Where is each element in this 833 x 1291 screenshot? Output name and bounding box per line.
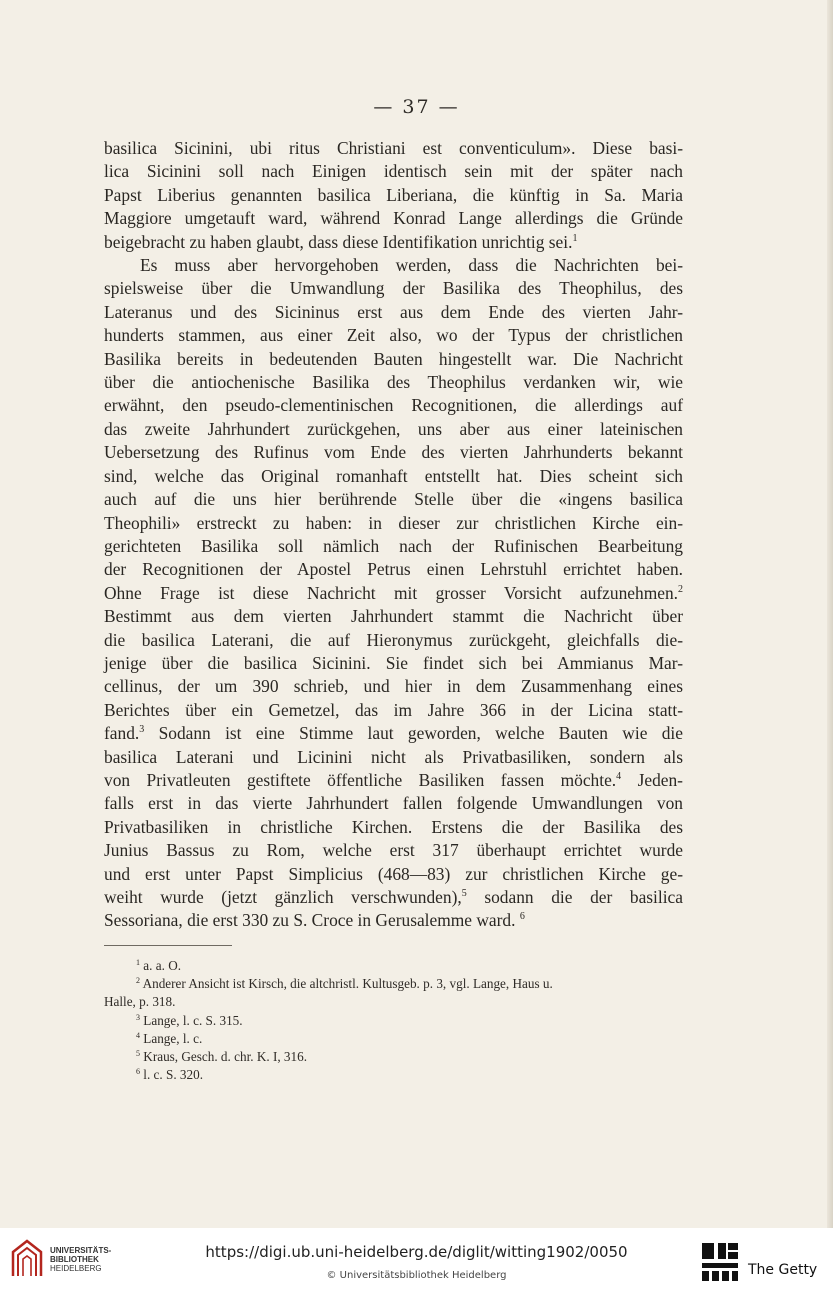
text-line: cellinus, der um 390 schrieb, und hier in dem Zusammenhang eines [104, 676, 683, 697]
text-line: spielsweise über die Umwandlung der Basilika des Theophilus, des [104, 278, 683, 299]
footnote-marker: 1 [572, 232, 578, 244]
text-line: beigebracht zu haben glaubt, dass diese Identifikation unrichtig sei.$^1$ [104, 231, 578, 252]
footnote: $^5$ Kraus, Gesch. d. chr. K. I, 316. [136, 1049, 308, 1065]
text-line: sind, welche das Original romanhaft entstellt hat. Dies scheint sich [104, 465, 683, 486]
text-line: hunderts stammen, aus einer Zeit also, wo der Typus der christlichen [104, 325, 683, 346]
text-line: Privatbasiliken in christliche Kirchen. Erstens die der Basilika des [104, 816, 683, 837]
page-number: — 37 — [373, 96, 460, 118]
text-line: die basilica Laterani, die auf Hieronymus zurückgeht, gleichfalls die- [104, 629, 683, 650]
footnote: $^6$ l. c. S. 320. [136, 1067, 204, 1083]
text-line: Uebersetzung des Rufinus vom Ende des vierten Jahrhunderts bekannt [104, 442, 683, 463]
text-line: das zweite Jahrhundert zurückgehen, uns aber aus einer lateinischen [104, 418, 683, 439]
text-line: Basilika bereits in bedeutenden Bauten hingestellt war. Die Nachricht [104, 348, 683, 369]
footnote-marker: 3 [139, 724, 145, 736]
text-line: basilica Laterani und Licinini nicht als Privatbasiliken, sondern als [104, 746, 683, 767]
text-line: Papst Liberius genannten basilica Liberiana, die künftig in Sa. Maria [104, 184, 683, 205]
footnotes [104, 957, 683, 1084]
text-line: Theophili» erstreckt zu haben: in dieser zur christlichen Kirche ein- [104, 512, 683, 533]
text-line: basilica Sicinini, ubi ritus Christiani est conventiculum». Diese basi- [104, 138, 683, 158]
footnote-marker: 4 [616, 770, 622, 782]
text-line: der Recognitionen der Apostel Petrus einen Lehrstuhl errichtet haben. [104, 559, 683, 580]
footnote-marker: 6 [519, 911, 525, 923]
text-line: Maggiore umgetauft ward, während Konrad Lange allerdings die Gründe [104, 208, 683, 229]
footnote-continuation: Halle, p. 318. [104, 994, 176, 1010]
text-line: gerichteten Basilika soll nämlich nach der Rufinischen Bearbeitung [104, 535, 683, 556]
getty-label[interactable]: The Getty [748, 1262, 818, 1278]
text-line: von Privatleuten gestiftete öffentliche Basiliken fassen möchte.$^4$ Jeden- [104, 769, 683, 790]
library-name[interactable]: UNIVERSITÄTS- BIBLIOTHEK HEIDELBERG [50, 1246, 112, 1273]
footnote: $^3$ Lange, l. c. S. 315. [136, 1012, 243, 1028]
text-line: Junius Bassus zu Rom, welche erst 317 überhaupt errichtet wurde [104, 840, 683, 861]
text-line: Bestimmt aus dem vierten Jahrhundert stammt die Nachricht über [104, 606, 683, 627]
permalink-url[interactable]: https://digi.ub.uni-heidelberg.de/diglit/witting1902/0050 [205, 1243, 628, 1261]
text-line: weiht wurde (jetzt gänzlich verschwunden),$^5$ sodann die der basilica [104, 887, 683, 907]
footnote-divider [104, 945, 232, 946]
footnote-marker: 2 [678, 583, 683, 595]
text-line: Lateranus und des Sicininus erst aus dem Ende des vierten Jahr- [104, 301, 683, 322]
text-line: Es muss aber hervorgehoben werden, dass die Nachrichten bei- [140, 255, 683, 276]
text-line: und erst unter Papst Simplicius (468—83) zur christlichen Kirche ge- [104, 863, 683, 884]
text-line: erwähnt, den pseudo-clementinischen Recognitionen, die allerdings auf [104, 395, 683, 416]
copyright-text: © Universitätsbibliothek Heidelberg [326, 1270, 507, 1281]
text-line: Ohne Frage ist diese Nachricht mit grosser Vorsicht aufzunehmen.$^2$ [104, 582, 683, 603]
text-line: lica Sicinini soll nach Einigen identisch sein mit der später nach [104, 161, 683, 182]
footnote: $^4$ Lange, l. c. [136, 1030, 203, 1046]
footnote: $^2$ Anderer Ansicht ist Kirsch, die altchristl. Kultusgeb. p. 3, vgl. Lange, Haus u. [136, 976, 553, 992]
text-line: Berichtes über ein Gemetzel, das im Jahre 366 in der Licina statt- [104, 699, 683, 720]
page-edge [827, 0, 833, 1228]
text-line: Sessoriana, die erst 330 zu S. Croce in Gerusalemme ward. $^6$ [104, 910, 525, 931]
text-line: über die antiochenische Basilika des Theophilus verdanken wir, wie [104, 372, 683, 393]
body-text [104, 137, 683, 933]
text-line: falls erst in das vierte Jahrhundert fallen folgende Umwandlungen von [104, 793, 683, 814]
getty-logo-icon[interactable] [700, 1241, 740, 1283]
text-line: fand.$^3$ Sodann ist eine Stimme laut geworden, welche Bauten wie die [104, 723, 683, 744]
footnote-marker: 5 [461, 888, 467, 899]
text-line: jenige über die basilica Sicinini. Sie findet sich bei Ammianus Mar- [104, 652, 683, 673]
footnote: $^1$ a. a. O. [136, 958, 182, 973]
text-line: auch auf die uns hier berührende Stelle über die «ingens basilica [104, 489, 683, 510]
